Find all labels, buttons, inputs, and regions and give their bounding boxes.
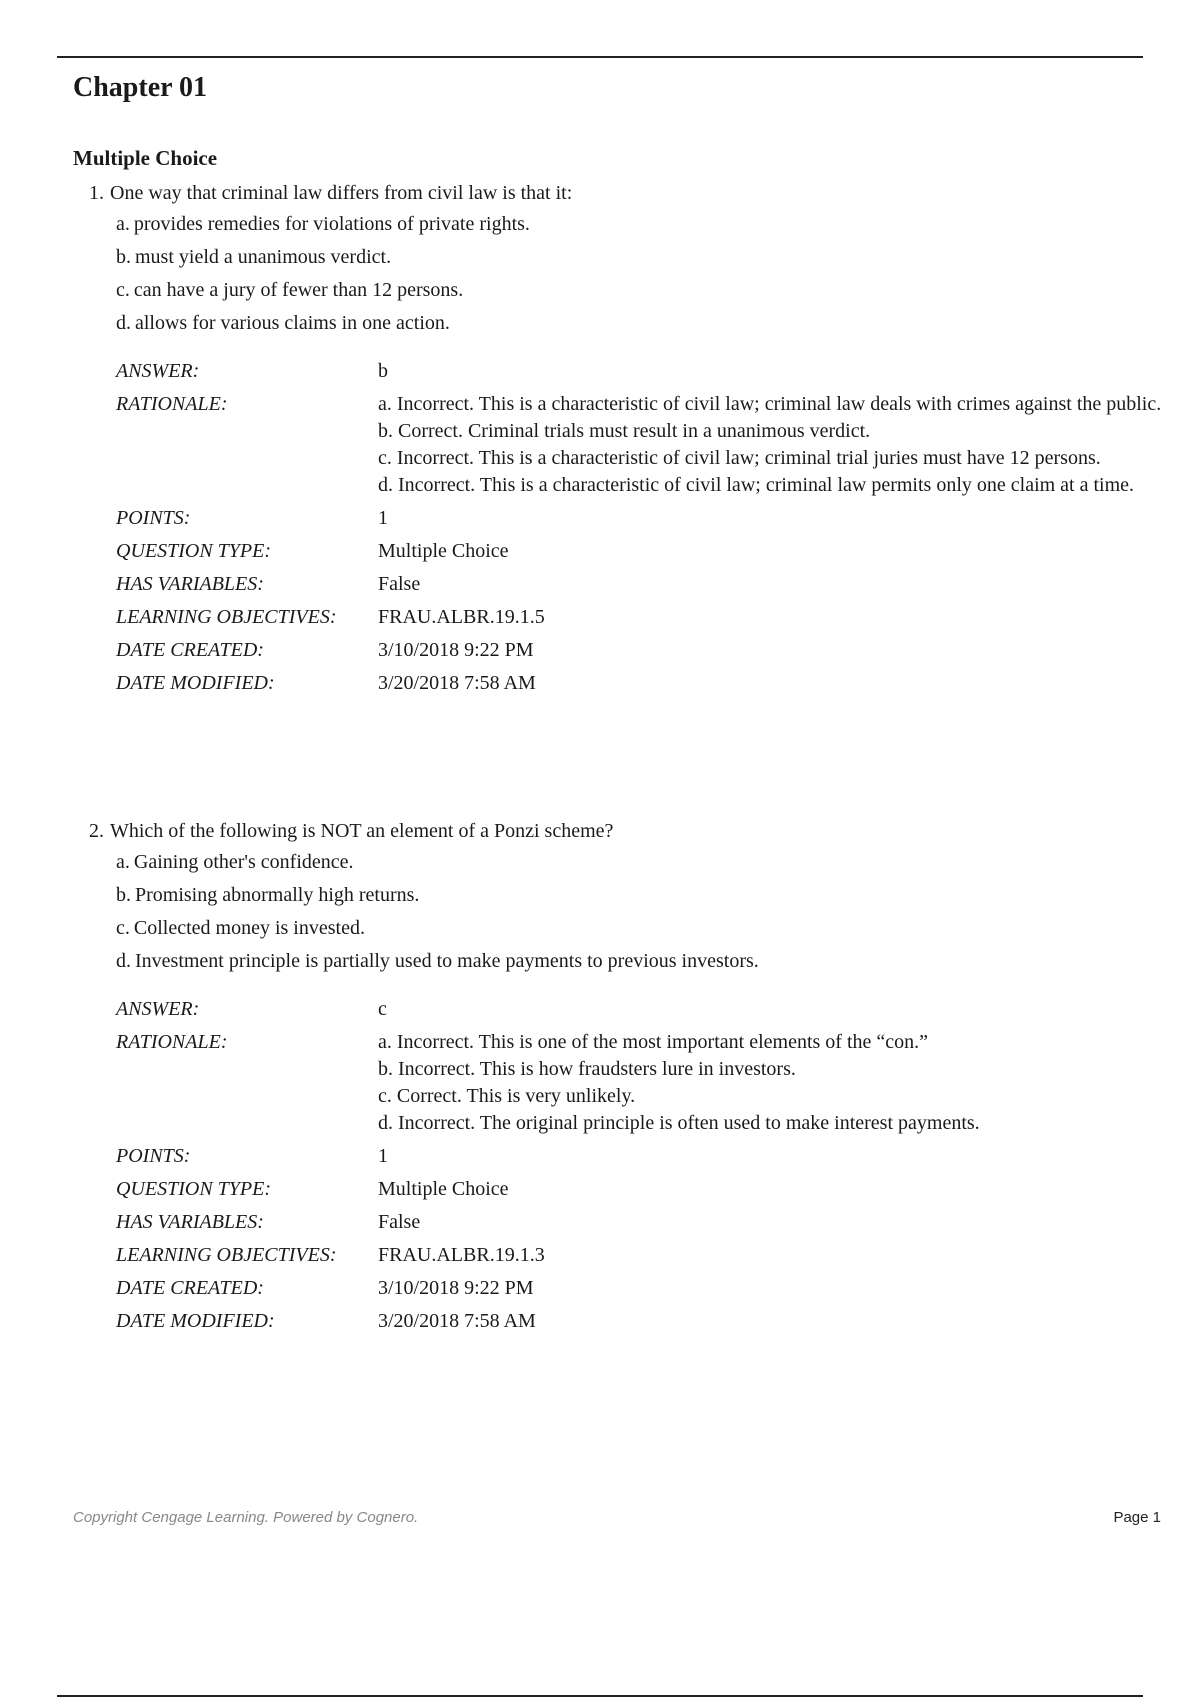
answer-row — [116, 358, 1166, 391]
question-number: 1. — [89, 182, 104, 204]
answer-value: c — [378, 998, 387, 1020]
date-created-label: DATE CREATED: — [116, 1277, 264, 1299]
question-type-value: Multiple Choice — [378, 540, 509, 562]
question-type-row — [116, 1176, 1166, 1209]
option-a — [116, 212, 530, 245]
has-variables-row — [116, 571, 1166, 604]
points-row — [116, 505, 1166, 538]
answer-options — [116, 850, 759, 982]
rationale-line: c. Incorrect. This is a characteristic of civil law; criminal trial juries must have 12 persons. — [378, 447, 1101, 469]
option-text: can have a jury of fewer than 12 persons. — [133, 279, 464, 301]
option-b — [116, 245, 530, 278]
date-modified-label: DATE MODIFIED: — [116, 672, 275, 694]
page-number: Page 1 — [1113, 1509, 1161, 1526]
question-type-label: QUESTION TYPE: — [116, 540, 272, 562]
learning-objectives-value: FRAU.ALBR.19.1.3 — [378, 1244, 545, 1266]
answer-value: b — [378, 360, 388, 382]
has-variables-label: HAS VARIABLES: — [116, 573, 264, 595]
answer-options — [116, 212, 530, 344]
date-modified-row — [116, 670, 1166, 703]
option-text: provides remedies for violations of private rights. — [133, 213, 530, 235]
top-rule — [57, 56, 1143, 58]
rationale-line: d. Incorrect. The original principle is often used to make interest payments. — [378, 1112, 980, 1134]
points-label: POINTS: — [116, 1145, 191, 1167]
question-type-row — [116, 538, 1166, 571]
rationale-line: a. Incorrect. This is a characteristic of civil law; criminal law deals with crimes against the public. — [378, 393, 1162, 415]
question-text: One way that criminal law differs from civil law is that it: — [110, 182, 573, 204]
option-d — [116, 311, 530, 344]
date-created-label: DATE CREATED: — [116, 639, 264, 661]
learning-objectives-row — [116, 1242, 1166, 1275]
learning-objectives-value: FRAU.ALBR.19.1.5 — [378, 606, 545, 628]
rationale-value — [378, 1029, 1166, 1137]
option-c — [116, 916, 759, 949]
option-letter: a. — [116, 851, 130, 873]
rationale-value — [378, 391, 1166, 499]
option-letter: a. — [116, 213, 130, 235]
rationale-row — [116, 1029, 1166, 1137]
date-created-row — [116, 637, 1166, 670]
question-stem — [89, 819, 613, 843]
option-text: allows for various claims in one action. — [135, 312, 450, 334]
question-text: Which of the following is NOT an element of a Ponzi scheme? — [110, 820, 614, 842]
rationale-label: RATIONALE: — [116, 1031, 228, 1053]
date-modified-value: 3/20/2018 7:58 AM — [378, 672, 536, 694]
has-variables-label: HAS VARIABLES: — [116, 1211, 264, 1233]
option-text: Promising abnormally high returns. — [135, 884, 420, 906]
learning-objectives-label: LEARNING OBJECTIVES: — [116, 1244, 337, 1266]
option-letter: d. — [116, 312, 131, 334]
option-letter: d. — [116, 950, 131, 972]
chapter-title: Chapter 01 — [73, 72, 208, 103]
rationale-line: a. Incorrect. This is one of the most important elements of the “con.” — [378, 1031, 929, 1053]
has-variables-value: False — [378, 1211, 421, 1233]
has-variables-value: False — [378, 573, 421, 595]
points-row — [116, 1143, 1166, 1176]
option-d — [116, 949, 759, 982]
date-modified-label: DATE MODIFIED: — [116, 1310, 275, 1332]
learning-objectives-row — [116, 604, 1166, 637]
option-a — [116, 850, 759, 883]
question-metadata — [116, 996, 1166, 1341]
section-title: Multiple Choice — [73, 146, 218, 170]
question-type-value: Multiple Choice — [378, 1178, 509, 1200]
option-text: Gaining other's confidence. — [133, 851, 354, 873]
question-number: 2. — [89, 820, 104, 842]
answer-row — [116, 996, 1166, 1029]
option-letter: b. — [116, 246, 131, 268]
answer-label: ANSWER: — [116, 360, 200, 382]
option-text: must yield a unanimous verdict. — [135, 246, 392, 268]
learning-objectives-label: LEARNING OBJECTIVES: — [116, 606, 337, 628]
rationale-line: c. Correct. This is very unlikely. — [378, 1085, 636, 1107]
rationale-row — [116, 391, 1166, 499]
question-stem — [89, 181, 572, 205]
rationale-line: b. Correct. Criminal trials must result in a unanimous verdict. — [378, 420, 871, 442]
date-modified-row — [116, 1308, 1166, 1341]
points-label: POINTS: — [116, 507, 191, 529]
rationale-label: RATIONALE: — [116, 393, 228, 415]
copyright-footer: Copyright Cengage Learning. Powered by Cognero. — [73, 1509, 419, 1526]
question-metadata — [116, 358, 1166, 703]
rationale-line: b. Incorrect. This is how fraudsters lure in investors. — [378, 1058, 796, 1080]
bottom-rule — [57, 1695, 1143, 1697]
date-modified-value: 3/20/2018 7:58 AM — [378, 1310, 536, 1332]
question-type-label: QUESTION TYPE: — [116, 1178, 272, 1200]
answer-label: ANSWER: — [116, 998, 200, 1020]
option-b — [116, 883, 759, 916]
points-value: 1 — [378, 1145, 388, 1167]
option-letter: b. — [116, 884, 131, 906]
option-letter: c. — [116, 917, 130, 939]
points-value: 1 — [378, 507, 388, 529]
date-created-value: 3/10/2018 9:22 PM — [378, 1277, 534, 1299]
has-variables-row — [116, 1209, 1166, 1242]
option-c — [116, 278, 530, 311]
option-text: Investment principle is partially used to make payments to previous investors. — [135, 950, 759, 972]
date-created-value: 3/10/2018 9:22 PM — [378, 639, 534, 661]
option-letter: c. — [116, 279, 130, 301]
date-created-row — [116, 1275, 1166, 1308]
rationale-line: d. Incorrect. This is a characteristic of civil law; criminal law permits only one claim at a time. — [378, 474, 1135, 496]
option-text: Collected money is invested. — [133, 917, 365, 939]
